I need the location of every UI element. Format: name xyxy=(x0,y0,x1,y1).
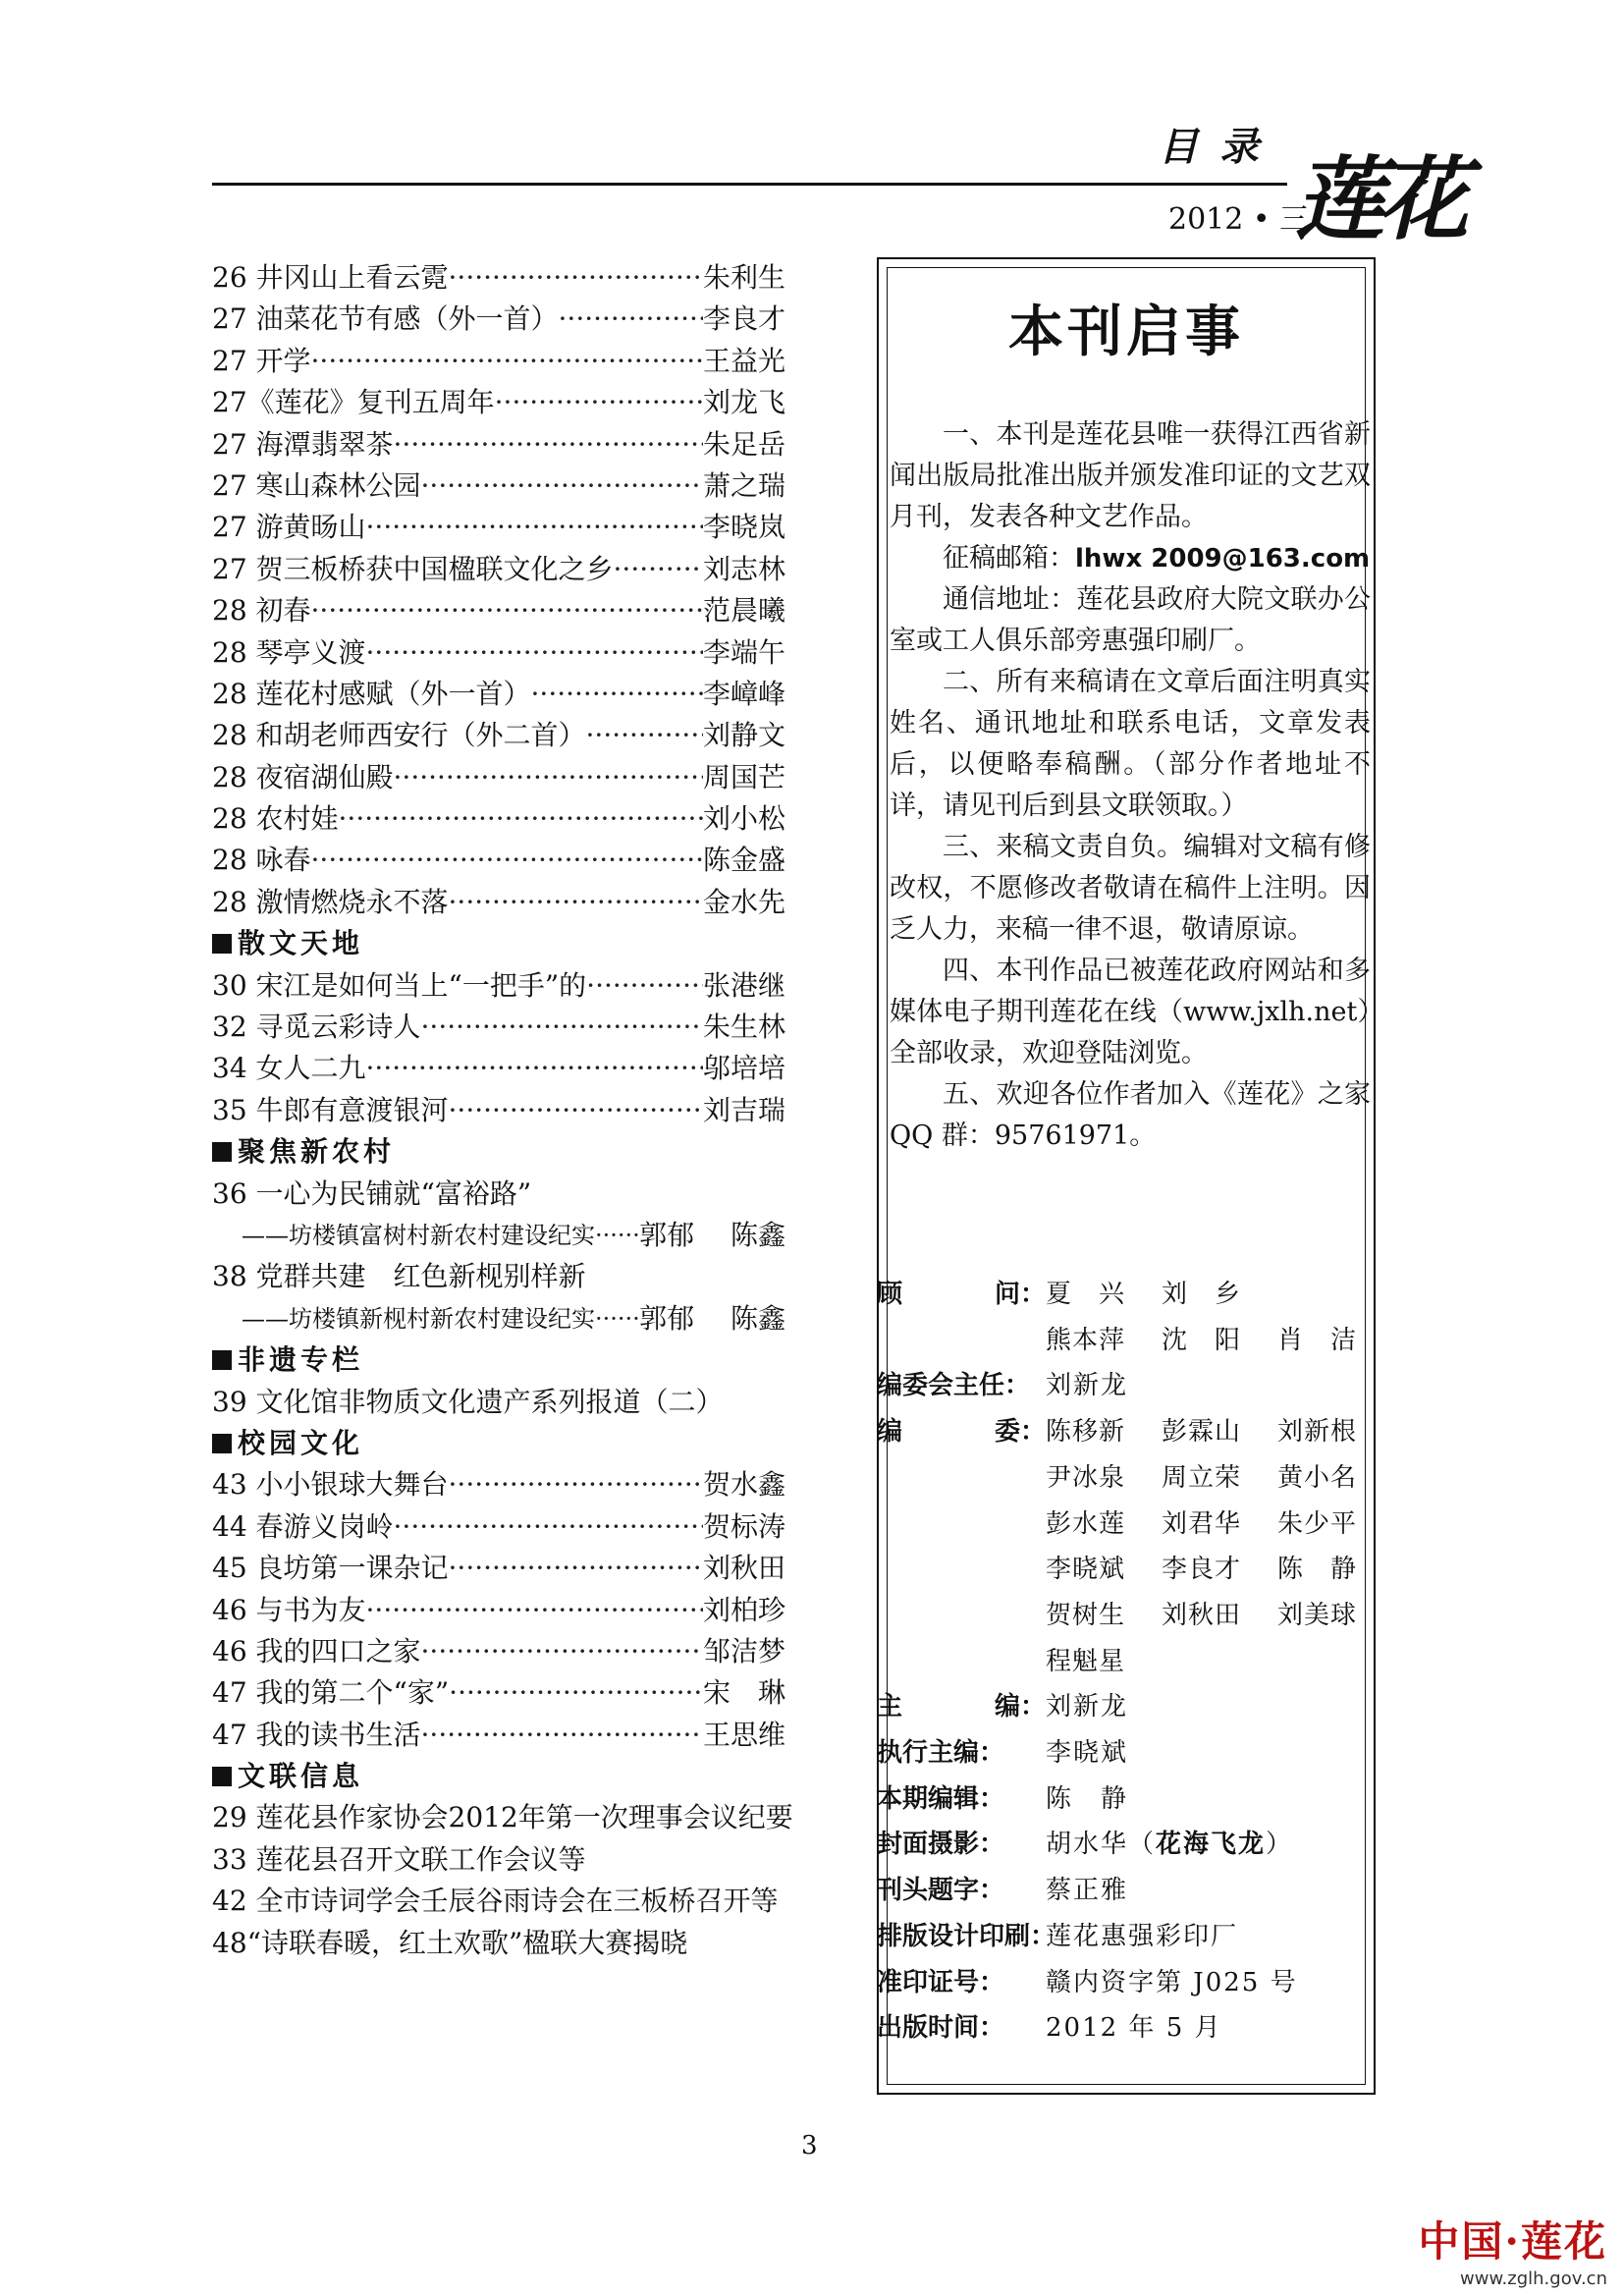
staff-row-masthead: 刊头题字： 蔡正雅 xyxy=(877,1868,1368,1914)
entry-author: 王思维 xyxy=(702,1718,785,1751)
entry-title: 28 农村娃 xyxy=(212,802,339,836)
toc-entry xyxy=(212,840,785,881)
entry-title: 46 与书为友 xyxy=(212,1593,366,1626)
email-label: 征稿邮箱： xyxy=(943,543,1075,574)
toc-entry xyxy=(212,1506,785,1548)
entry-title: 30 宋江是如何当上“一把手”的 xyxy=(212,968,587,1002)
page-number: 3 xyxy=(801,2131,818,2160)
toc-entry xyxy=(212,1090,785,1131)
table-of-contents xyxy=(212,257,793,1964)
staff-row-issue-editor: 本期编辑： 陈 静 xyxy=(877,1777,1368,1823)
entry-title: 47 我的读书生活 xyxy=(212,1718,421,1751)
notice-paragraph: 一、本刊是莲花县唯一获得江西省新闻出版局批准出版并颁发准印证的文艺双月刊，发表各种文艺作品。 xyxy=(890,419,1371,532)
leader-dots xyxy=(586,965,703,1007)
notice-paragraph: 五、欢迎各位作者加入《莲花》之家 QQ 群：95761971。 xyxy=(890,1079,1371,1151)
leader-dots xyxy=(394,1506,703,1548)
entry-title: 28 咏春 xyxy=(212,844,311,877)
entry-author: 朱足岳 xyxy=(702,427,785,461)
leader-dots xyxy=(366,632,703,674)
toc-entry: 33 莲花县召开文联工作会议等 xyxy=(212,1842,586,1876)
leader-dots xyxy=(311,590,703,631)
leader-dots xyxy=(559,299,703,340)
entry-title: 27 寒山森林公园 xyxy=(212,468,421,502)
toc-entry xyxy=(212,798,785,840)
entry-author: 李嶂峰 xyxy=(702,677,785,710)
entry-title: 27 贺三板桥获中国楹联文化之乡 xyxy=(212,552,614,585)
entry-title: 44 春游义岗岭 xyxy=(212,1509,394,1543)
leader-dots xyxy=(449,1464,703,1505)
toc-entry xyxy=(212,257,785,299)
entry-title: 46 我的四口之家 xyxy=(212,1634,421,1667)
toc-entry xyxy=(212,674,785,715)
header-rule xyxy=(212,183,1287,186)
staff-label: 编委会主任： xyxy=(877,1371,1031,1401)
staff-label: 主 编： xyxy=(877,1692,1046,1722)
leader-dots xyxy=(614,549,703,590)
staff-label: 排版设计印刷： xyxy=(877,1921,1056,1951)
square-bullet-icon xyxy=(212,1350,232,1370)
entry-author: 刘柏珍 xyxy=(702,1593,785,1626)
staff-label: 编 委： xyxy=(877,1417,1046,1448)
section-title: 聚焦新农村 xyxy=(238,1135,396,1169)
entry-author: 金水先 xyxy=(702,885,785,918)
toc-entry xyxy=(212,757,785,798)
entry-author: 朱利生 xyxy=(702,261,785,294)
toc-entry xyxy=(212,465,785,507)
toc-entry: 39 文化馆非物质文化遗产系列报道（二） xyxy=(212,1385,724,1418)
section-title: 非遗专栏 xyxy=(238,1343,364,1377)
leader-dots xyxy=(449,257,703,299)
toc-entry xyxy=(212,1631,785,1672)
entry-title: 28 琴亭义渡 xyxy=(212,635,366,669)
leader-dots xyxy=(366,1048,703,1089)
leader-dots xyxy=(421,465,703,507)
toc-entry xyxy=(212,1548,785,1589)
leader-dots xyxy=(449,882,703,923)
toc-entry xyxy=(212,1715,785,1756)
staff-label: 封面摄影： xyxy=(877,1830,1005,1860)
entry-title: 47 我的第二个“家” xyxy=(212,1676,450,1710)
staff-row-chair: 编委会主任： 刘新龙 xyxy=(877,1363,1368,1409)
staff-label: 本期编辑： xyxy=(877,1783,1005,1814)
watermark-logo: 中国·莲花 xyxy=(1418,2217,1607,2266)
entry-author: 周国芒 xyxy=(702,760,785,793)
entry-author: 范晨曦 xyxy=(702,594,785,628)
notice-paragraph: 通信地址：莲花县政府大院文联办公室或工人俱乐部旁惠强印刷厂。 xyxy=(890,584,1371,656)
entry-author: 宋 琳 xyxy=(702,1676,785,1710)
entry-title: 27 开学 xyxy=(212,344,311,377)
leader-dots xyxy=(595,1298,639,1339)
section-title: 校园文化 xyxy=(238,1426,364,1459)
entry-title: 28 莲花村感赋（外一首） xyxy=(212,677,531,710)
notice-email-line xyxy=(890,538,1371,579)
toc-entry xyxy=(212,424,785,465)
staff-label: 出版时间： xyxy=(877,2013,1005,2044)
toc-entry xyxy=(212,632,785,674)
magazine-logo: 莲花 xyxy=(1294,146,1464,252)
staff-row-date: 出版时间： 2012 年 5 月 xyxy=(877,2005,1368,2051)
entry-title: 27 油菜花节有感（外一首） xyxy=(212,302,559,336)
site-watermark xyxy=(1418,2210,1607,2289)
entry-author: 贺水鑫 xyxy=(702,1468,785,1502)
square-bullet-icon xyxy=(212,934,232,954)
toc-entry xyxy=(212,1048,785,1089)
leader-dots xyxy=(531,674,703,715)
square-bullet-icon xyxy=(212,1767,232,1786)
notice-paragraph: 四、本刊作品已被莲花政府网站和多媒体电子期刊莲花在线（www.jxlh.net）全部收录，欢迎登陆浏览。 xyxy=(890,956,1371,1068)
entry-title: 28 和胡老师西安行（外二首） xyxy=(212,719,586,752)
staff-row-editors-4: 李晓斌 李良才 陈 静 xyxy=(1046,1555,1358,1585)
toc-entry: 38 党群共建 红色新枧别样新 xyxy=(212,1260,586,1293)
entry-author: 刘小松 xyxy=(702,802,785,836)
toc-entry xyxy=(212,507,785,548)
section-title: 散文天地 xyxy=(238,927,364,960)
entry-title: 28 初春 xyxy=(212,594,311,628)
leader-dots xyxy=(449,1672,703,1714)
staff-label: 执行主编： xyxy=(877,1738,1005,1769)
toc-entry xyxy=(212,590,785,631)
staff-label: 顾 问： xyxy=(877,1280,1046,1309)
leader-dots xyxy=(421,1007,703,1048)
entry-author: 刘秋田 xyxy=(702,1552,785,1585)
staff-row-permit: 准印证号： 赣内资字第 J025 号 xyxy=(877,1960,1368,2006)
toc-entry xyxy=(212,341,785,382)
toc-section-heading xyxy=(212,1131,785,1173)
toc-section-heading xyxy=(212,1756,785,1797)
entry-author: 郭郁 陈鑫 xyxy=(639,1301,785,1335)
toc-section-heading xyxy=(212,923,785,964)
square-bullet-icon xyxy=(212,1142,232,1162)
notice-body xyxy=(890,414,1371,1157)
entry-title: 26 井冈山上看云霓 xyxy=(212,261,449,294)
notice-paragraph: 三、来稿文责自负。编辑对文稿有修改权，不愿修改者敬请在稿件上注明。因乏人力，来稿一律不退，敬请原谅。 xyxy=(890,832,1371,945)
entry-author: 李良才 xyxy=(702,302,785,336)
entry-title: 27 游黄旸山 xyxy=(212,511,366,544)
entry-author: 郭郁 陈鑫 xyxy=(639,1218,785,1251)
toc-entry xyxy=(212,299,785,340)
entry-title: 35 牛郎有意渡银河 xyxy=(212,1093,449,1126)
leader-dots xyxy=(586,715,703,756)
leader-dots xyxy=(449,1090,703,1131)
staff-label: 准印证号： xyxy=(877,1967,1005,1997)
leader-dots xyxy=(366,1590,703,1631)
staff-row-editors-2: 尹冰泉 周立荣 黄小名 xyxy=(1046,1462,1358,1493)
entry-author: 刘静文 xyxy=(702,719,785,752)
header-section-title: 目录 xyxy=(1159,124,1280,170)
toc-entry: 42 全市诗词学会壬辰谷雨诗会在三板桥召开等 xyxy=(212,1885,779,1918)
toc-entry xyxy=(212,549,785,590)
toc-entry xyxy=(212,965,785,1007)
toc-section-heading xyxy=(212,1339,785,1381)
entry-author: 萧之瑞 xyxy=(702,468,785,502)
entry-author: 朱生林 xyxy=(702,1011,785,1044)
entry-author: 陈金盛 xyxy=(702,844,785,877)
leader-dots xyxy=(595,1215,639,1256)
toc-entry xyxy=(212,1590,785,1631)
staff-row-exec: 执行主编： 李晓斌 xyxy=(877,1730,1368,1777)
toc-entry xyxy=(212,382,785,423)
leader-dots xyxy=(449,1548,703,1589)
toc-entry xyxy=(212,1007,785,1048)
entry-author: 贺标涛 xyxy=(702,1509,785,1543)
staff-row-print: 排版设计印刷： 莲花惠强彩印厂 xyxy=(877,1914,1368,1960)
entry-author: 王益光 xyxy=(702,344,785,377)
staff-label: 刊头题字： xyxy=(877,1876,1005,1906)
toc-entry: 29 莲花县作家协会2012年第一次理事会议纪要 xyxy=(212,1801,793,1834)
leader-dots xyxy=(495,382,703,423)
leader-dots xyxy=(394,424,703,465)
toc-subtitle-entry xyxy=(212,1298,785,1339)
entry-author: 刘志林 xyxy=(702,552,785,585)
toc-entry: 48“诗联春暖，红土欢歌”楹联大赛揭晓 xyxy=(212,1926,688,1959)
leader-dots xyxy=(394,757,703,798)
staff-row-advisors: 顾 问： 夏 兴 刘 乡 xyxy=(877,1272,1368,1318)
watermark-url: www.zglh.gov.cn xyxy=(1460,2269,1607,2289)
issue-label: 2012 • 三 xyxy=(1168,202,1310,237)
toc-entry xyxy=(212,1672,785,1714)
staff-row-editors-6: 程魁星 xyxy=(1046,1646,1126,1676)
entry-title: ——坊楼镇新枧村新农村建设纪实 xyxy=(242,1304,595,1333)
entry-title: 45 良坊第一课杂记 xyxy=(212,1552,449,1585)
staff-row-chief: 主 编： 刘新龙 xyxy=(877,1684,1368,1730)
entry-author: 张港继 xyxy=(702,968,785,1002)
toc-entry xyxy=(212,882,785,923)
leader-dots xyxy=(366,507,703,548)
editorial-staff xyxy=(877,1272,1368,2051)
toc-subtitle-entry xyxy=(212,1215,785,1256)
leader-dots xyxy=(421,1631,703,1672)
email-address: lhwx 2009@163.com xyxy=(1075,544,1371,574)
toc-entry xyxy=(212,1464,785,1505)
entry-author: 李晓岚 xyxy=(702,511,785,544)
notice-paragraph: 二、所有来稿请在文章后面注明真实姓名、通讯地址和联系电话，文章发表后，以便略奉稿酬。（部分作者地址不详，请见刊后到县文联领取。） xyxy=(890,667,1371,821)
entry-author: 邬培培 xyxy=(702,1052,785,1085)
staff-row-editors: 编 委： 陈移新 彭霖山 刘新根 xyxy=(877,1409,1368,1455)
entry-author: 李端午 xyxy=(702,635,785,669)
entry-title: 43 小小银球大舞台 xyxy=(212,1468,449,1502)
staff-row-editors-3: 彭水莲 刘君华 朱少平 xyxy=(1046,1508,1358,1539)
entry-title: 28 激情燃烧永不落 xyxy=(212,885,449,918)
leader-dots xyxy=(311,840,703,881)
staff-row-editors-5: 贺树生 刘秋田 刘美球 xyxy=(1046,1600,1358,1630)
entry-title: 32 寻觅云彩诗人 xyxy=(212,1011,421,1044)
square-bullet-icon xyxy=(212,1434,232,1453)
entry-author: 刘龙飞 xyxy=(702,386,785,419)
entry-title: ——坊楼镇富树村新农村建设纪实 xyxy=(242,1221,595,1249)
entry-title: 27《莲花》复刊五周年 xyxy=(212,386,495,419)
toc-section-heading xyxy=(212,1423,785,1464)
leader-dots xyxy=(421,1715,703,1756)
notice-title: 本刊启事 xyxy=(1008,301,1244,364)
staff-row-advisors-2: 熊本萍 沈 阳 肖 洁 xyxy=(1046,1325,1358,1355)
entry-title: 28 夜宿湖仙殿 xyxy=(212,760,394,793)
section-title: 文联信息 xyxy=(238,1760,364,1793)
entry-title: 34 女人二九 xyxy=(212,1052,366,1085)
leader-dots xyxy=(339,798,703,840)
entry-title: 27 海潭翡翠茶 xyxy=(212,427,394,461)
staff-row-cover: 封面摄影： 胡水华（花海飞龙） xyxy=(877,1822,1368,1868)
toc-entry: 36 一心为民铺就“富裕路” xyxy=(212,1176,532,1210)
toc-entry xyxy=(212,715,785,756)
leader-dots xyxy=(311,341,703,382)
entry-author: 邹洁梦 xyxy=(702,1634,785,1667)
entry-author: 刘吉瑞 xyxy=(702,1093,785,1126)
